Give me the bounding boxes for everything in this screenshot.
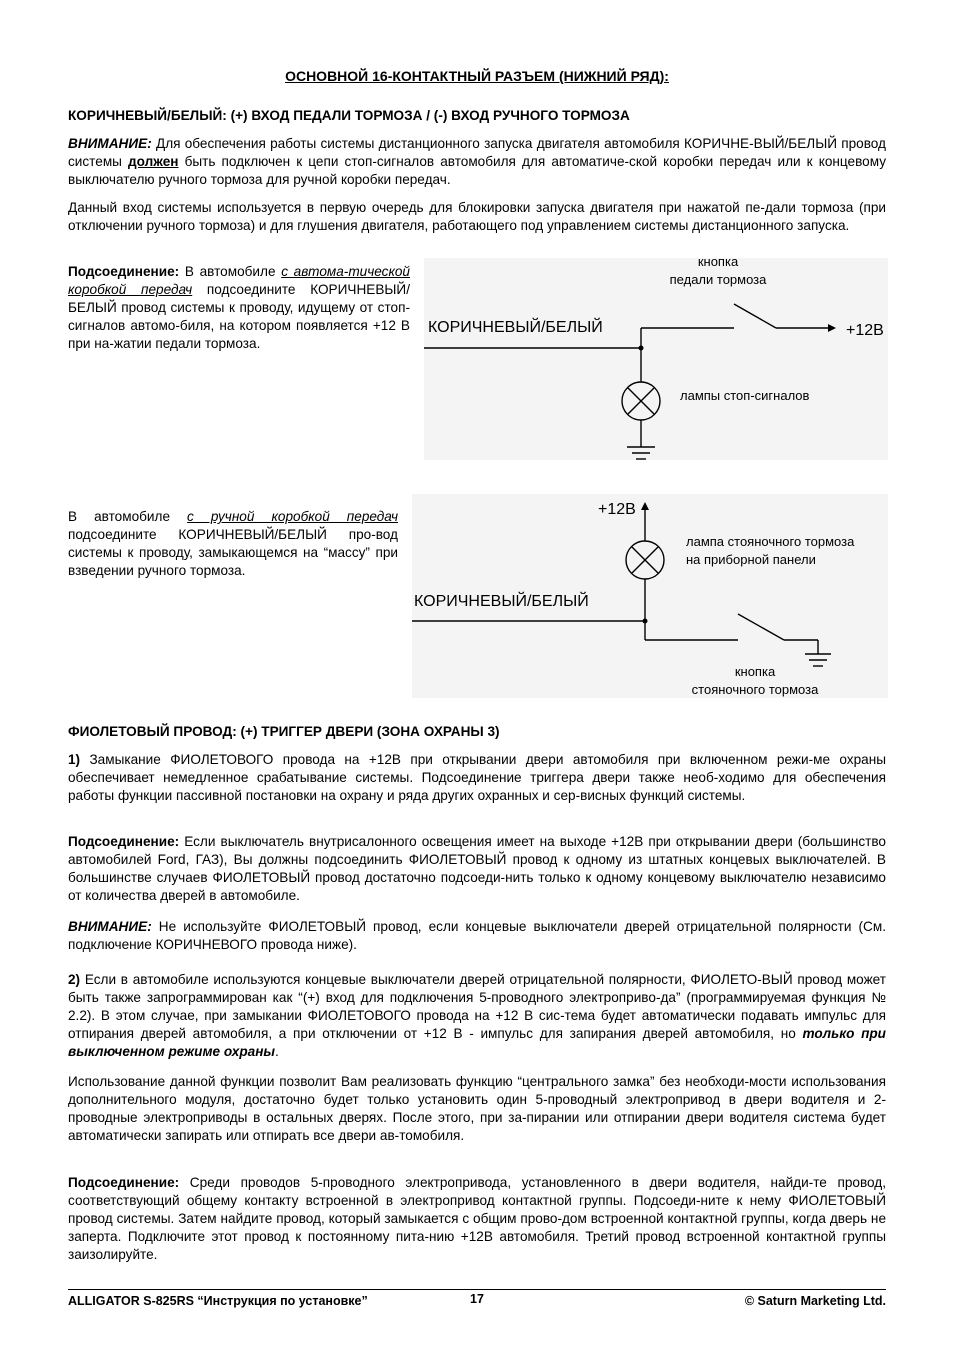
violet-text-2: Если выключатель внутрисалонного освещения имеет на выходе +12В при открывании двери (большинство автомобилей Ford, ГАЗ), Вы должны подсоединить ФИОЛЕТОВЫЙ провод к одному из штатных концевых выключателей. В большинстве случаев ФИОЛЕТОВЫЙ провод достаточно подсоеди-нить только к одному концевому выключателю независимо от количества дверей в автомобиле. bbox=[68, 834, 886, 903]
violet-connection-2 bbox=[68, 1174, 886, 1264]
page-heading: ОСНОВНОЙ 16-КОНТАКТНЫЙ РАЗЪЕМ (НИЖНИЙ РЯД): bbox=[285, 68, 669, 84]
violet-text-4: Если в автомобиле используются концевые выключатели дверей отрицательной полярности, ФИОЛЕТО-ВЫЙ провод может быть также запрограммирован как “(+) вход для подключения 5-проводного электроприво-да” (программируемая функция № 2.2). В этом случае, при замыкании ФИОЛЕТОВОГО провода на +12 В сис-тема будет автоматически подавать импульс для отпирания дверей автомобиля, а при отключении от +12 В - импульс для запирания дверей автомобиля, но bbox=[68, 972, 886, 1041]
item-number-1: 1) bbox=[68, 752, 81, 767]
footer-title: ALLIGATOR S-825RS “Инструкция по установке” bbox=[68, 1294, 368, 1308]
manual-text-cont: подсоедините КОРИЧНЕВЫЙ/БЕЛЫЙ про-вод системы к проводу, замыкающемся на “массу” при взведении ручного тормоза. bbox=[68, 527, 398, 578]
brown-paragraph: Данный вход системы используется в первую очередь для блокировки запуска двигателя при нажатой пе-дали тормоза (при отключении ручного тормоза) и для глушения двигателя, работающего под управлением системы дистанционного запуска. bbox=[68, 200, 886, 233]
manual-gearbox-phrase: с ручной коробкой передач bbox=[187, 509, 398, 524]
violet-warning bbox=[68, 918, 886, 954]
parking-brake-diagram bbox=[412, 494, 888, 698]
connection-label: Подсоединение: bbox=[68, 834, 180, 849]
brake-pedal-diagram bbox=[424, 258, 888, 460]
violet-text-6: Среди проводов 5-проводного электропривода, установленного в двери водителя, найди-те провод, соответствующий общему контакту встроенной в электропривод контактной группы. Подсоеди-ните к нему ФИОЛЕТОВЫЙ провод системы. Затем найдите провод, который замыкается с общим прово-дом встроенной контактной группы, когда дверь не заперта. Подключите этот провод к постоянному пита-нию +12В автомобиля. Третий провод встроенной контактной группы заизолируйте. bbox=[68, 1175, 886, 1262]
violet-paragraph-2 bbox=[68, 971, 886, 1061]
manual-text: В автомобиле bbox=[68, 509, 188, 524]
footer-divider bbox=[68, 1289, 886, 1290]
connection-label: Подсоединение: bbox=[68, 1175, 180, 1190]
diagram1-plus12: +12В bbox=[846, 322, 884, 339]
auto-text-cont: подсоедините КОРИЧНЕВЫЙ/БЕЛЫЙ провод системы к проводу, идущему от стоп-сигналов автомо-биля, на котором появляется +12 В при на-жатии педали тормоза. bbox=[68, 282, 410, 351]
item-number-2: 2) bbox=[68, 972, 81, 987]
diagram1-lamps-label: лампы стоп-сигналов bbox=[680, 388, 810, 403]
diagram2-plus12: +12В bbox=[598, 501, 636, 518]
page-number: 17 bbox=[470, 1292, 484, 1306]
connection-label: Подсоединение: bbox=[68, 264, 180, 279]
violet-paragraph-3: Использование данной функции позволит Вам реализовать функцию “центрального замка” без необходи-мости использования дополнительного модуля, достаточно будет только установить один 5-проводный электропривод в двери водителя и 2-проводные электроприводы в остальных дверях. После этого, при за-пирании или отпирании двери водителя система будет автоматически запирать или отпирать все двери ав-томобиля. bbox=[68, 1074, 886, 1143]
diagram2-button-label-1: кнопка bbox=[734, 664, 776, 679]
brown-wire-heading: КОРИЧНЕВЫЙ/БЕЛЫЙ: (+) ВХОД ПЕДАЛИ ТОРМОЗА / (-) ВХОД РУЧНОГО ТОРМОЗА bbox=[68, 108, 630, 123]
diagram2-wire-label: КОРИЧНЕВЫЙ/БЕЛЫЙ bbox=[414, 593, 589, 610]
diagram2-lamp-label-2: на приборной панели bbox=[686, 552, 816, 567]
auto-text: В автомобиле bbox=[179, 264, 282, 279]
diagram1-button-label-2: педали тормоза bbox=[669, 272, 767, 287]
disarmed-only-phrase: только при выключенном режиме охраны bbox=[68, 1026, 886, 1059]
diagram1-button-label-1: кнопка bbox=[697, 258, 739, 269]
warning-text-cont: быть подключен к цепи стоп-сигналов автомобиля для автоматиче-ской коробки передач или к концевому выключателю ручного тормоза для ручной коробки передач. bbox=[68, 154, 886, 187]
brown-warning bbox=[68, 135, 886, 189]
violet-connection bbox=[68, 833, 886, 905]
period: . bbox=[275, 1044, 279, 1059]
violet-paragraph-1 bbox=[68, 751, 886, 805]
brown-auto-connection bbox=[68, 263, 410, 353]
warning-label: ВНИМАНИЕ: bbox=[68, 919, 152, 934]
violet-text-1: Замыкание ФИОЛЕТОВОГО провода на +12В при открывании двери автомобиля при включенном режи-ме охраны обеспечивает немедленное срабатывание системы. Подсоединение триггера двери также необ-ходимо для обеспечения работы функции пассивной постановки на охрану и ряда других охранных и сер-висных функций системы. bbox=[68, 752, 886, 803]
warning-text: Для обеспечения работы системы дистанционного запуска двигателя автомобиля КОРИЧНЕ-ВЫЙ/БЕЛЫЙ провод системы bbox=[68, 136, 886, 169]
diagram2-button-label-2: стояночного тормоза bbox=[691, 682, 819, 697]
must-word: должен bbox=[128, 154, 179, 169]
diagram2-lamp-label-1: лампа стояночного тормоза bbox=[686, 534, 855, 549]
footer-copyright: © Saturn Marketing Ltd. bbox=[744, 1294, 886, 1308]
violet-warning-text: Не используйте ФИОЛЕТОВЫЙ провод, если концевые выключатели дверей отрицательной полярности (См. подключение КОРИЧНЕВОГО провода ниже). bbox=[68, 919, 886, 952]
diagram1-wire-label: КОРИЧНЕВЫЙ/БЕЛЫЙ bbox=[428, 319, 603, 336]
auto-gearbox-phrase: с автома-тической коробкой передач bbox=[68, 264, 410, 297]
brown-manual-connection bbox=[68, 508, 398, 580]
violet-wire-heading: ФИОЛЕТОВЫЙ ПРОВОД: (+) ТРИГГЕР ДВЕРИ (ЗОНА ОХРАНЫ 3) bbox=[68, 724, 500, 739]
warning-label: ВНИМАНИЕ: bbox=[68, 136, 152, 151]
